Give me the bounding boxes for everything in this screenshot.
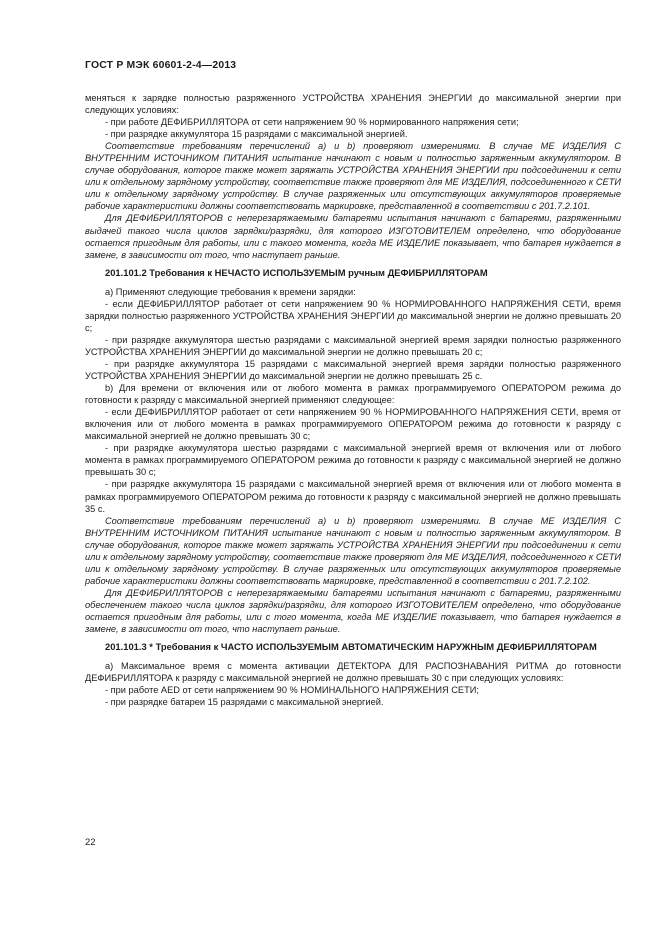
list-item: - при работе AED от сети напряжением 90 % НОМИНАЛЬНОГО НАПРЯЖЕНИЯ СЕТИ;: [105, 685, 479, 696]
list-item: - при разрядке аккумулятора 15 разрядами с максимальной энергией время зарядки полностью разряженного УСТРОЙСТВА ХРАНЕНИЯ ЭНЕРГИИ до максимальной энергии не должно превышать 25 с.: [85, 358, 621, 382]
document-header: ГОСТ Р МЭК 60601-2-4—2013: [85, 60, 237, 71]
section-heading-201-101-3: 201.101.3 * Требования к ЧАСТО ИСПОЛЬЗУЕМЫМ АВТОМАТИЧЕСКИМ НАРУЖНЫМ ДЕФИБРИЛЛЯТОРАМ: [105, 641, 597, 653]
page-number: 22: [85, 837, 96, 848]
document-body: [85, 92, 621, 708]
section-heading-201-101-2: 201.101.2 Требования к НЕЧАСТО ИСПОЛЬЗУЕМЫМ ручным ДЕФИБРИЛЛЯТОРАМ: [105, 266, 488, 278]
paragraph: a) Применяют следующие требования к времени зарядки:: [105, 286, 356, 297]
list-item: - при разрядке аккумулятора шестью разрядами с максимальной энергией время от включения или от любого момента в рамках программируемого ОПЕРАТОРОМ режима до готовности к разряду с максимальной энергией не должно превышать 30 с;: [85, 443, 621, 478]
list-item: - при разрядке аккумулятора 15 разрядами с максимальной энергией время от включения или от любого момента в рамках программируемого ОПЕРАТОРОМ режима до готовности к разряду с максимальной энергией не должно превышать 35 с.: [85, 479, 621, 514]
paragraph: b) Для времени от включения или от любого момента в рамках программируемого ОПЕРАТОРОМ режима до готовности к разряду с максимальной энергией применяют следующее:: [85, 383, 621, 406]
list-item: - если ДЕФИБРИЛЛЯТОР работает от сети напряжением 90 % НОРМИРОВАННОГО НАПРЯЖЕНИЯ СЕТИ, время от включения или от любого момента в рамках программируемого ОПЕРАТОРОМ режима до готовности к разряду с максимальной энергией не должно превышать 30 с;: [85, 407, 621, 442]
list-item: - если ДЕФИБРИЛЛЯТОР работает от сети напряжением 90 % НОРМИРОВАННОГО НАПРЯЖЕНИЯ СЕТИ, время зарядки полностью разряженного УСТРОЙСТВА ХРАНЕНИЯ ЭНЕРГИИ до максимальной энергии не должно превышать 20 с;: [85, 298, 621, 333]
paragraph: a) Максимальное время с момента активации ДЕТЕКТОРА ДЛЯ РАСПОЗНАВАНИЯ РИТМА до готовности ДЕФИБРИЛЛЯТОРА к разряду с максимальной энергией не должно превышать 30 с при следующих условиях:: [85, 661, 621, 684]
paragraph: меняться к зарядке полностью разряженного УСТРОЙСТВА ХРАНЕНИЯ ЭНЕРГИИ до максимальной энергии при следующих условиях:: [85, 93, 621, 116]
compliance-note: Соответствие требованиям перечислений a) и b) проверяют измерениями. В случае МЕ ИЗДЕЛИЯ С ВНУТРЕННИМ ИСТОЧНИКОМ ПИТАНИЯ испытание начинают с новым и полностью заряженным аккумулятором. В случае оборудования, которое также может заряжать УСТРОЙСТВА ХРАНЕНИЯ ЭНЕРГИИ при подсоединении к сети или к отдельному зарядному устройству, соответствие также проверяют для МЕ ИЗДЕЛИЯ, подсоединенного к СЕТИ или к отдельному зарядному устройству. В случае разряженных или отсутствующих аккумуляторов проверяемые рабочие характеристики должны соответствовать маркировке, представленной в соответствии с 201.7.2.101.: [85, 141, 621, 212]
list-item: - при работе ДЕФИБРИЛЛЯТОРА от сети напряжением 90 % нормированного напряжения сети;: [105, 117, 519, 128]
list-item: - при разрядке аккумулятора шестью разрядами с максимальной энергией время зарядки полностью разряженного УСТРОЙСТВА ХРАНЕНИЯ ЭНЕРГИИ до максимальной энергии не должно превышать 20 с;: [85, 334, 621, 357]
battery-note: Для ДЕФИБРИЛЛЯТОРОВ с неперезаряжаемыми батареями испытания начинают с батареями, разряженными выдачей такого числа циклов зарядки/разрядки, для которого ИЗГОТОВИТЕЛЕМ определено, что оборудование остается пригодным для работы, или с такого момента, когда МЕ ИЗДЕЛИЕ показывает, что батарея нуждается в замене, в зависимости от того, что наступает раньше.: [85, 213, 621, 260]
list-item: - при разрядке батареи 15 разрядами с максимальной энергией.: [105, 697, 384, 708]
compliance-note: Соответствие требованиям перечислений a) и b) проверяют измерениями. В случае МЕ ИЗДЕЛИЯ С ВНУТРЕННИМ ИСТОЧНИКОМ ПИТАНИЯ испытание начинают с новым и полностью заряженным аккумулятором. В случае оборудования, которое также может заряжать УСТРОЙСТВА ХРАНЕНИЯ ЭНЕРГИИ при подсоединении к сети или к отдельному зарядному устройству, соответствие также проверяют для МЕ ИЗДЕЛИЯ, подсоединенного к СЕТИ или к отдельному зарядному устройству. В случае разряженных или отсутствующих аккумуляторов проверяемые рабочие характеристики должны соответствовать маркировке, представленной в соответствии с 201.7.2.102.: [85, 515, 621, 586]
battery-note: Для ДЕФИБРИЛЛЯТОРОВ с неперезаряжаемыми батареями испытания начинают с батареями, разряженными обеспечением такого числа циклов зарядки/разрядки, для которого ИЗГОТОВИТЕЛЕМ определено, что оборудование остается пригодным для работы, или с того момента, когда МЕ ИЗДЕЛИЕ показывает, что батарея нуждается в замене, в зависимости от того, что наступает раньше.: [85, 587, 621, 635]
list-item: - при разрядке аккумулятора 15 разрядами с максимальной энергией.: [105, 129, 408, 140]
